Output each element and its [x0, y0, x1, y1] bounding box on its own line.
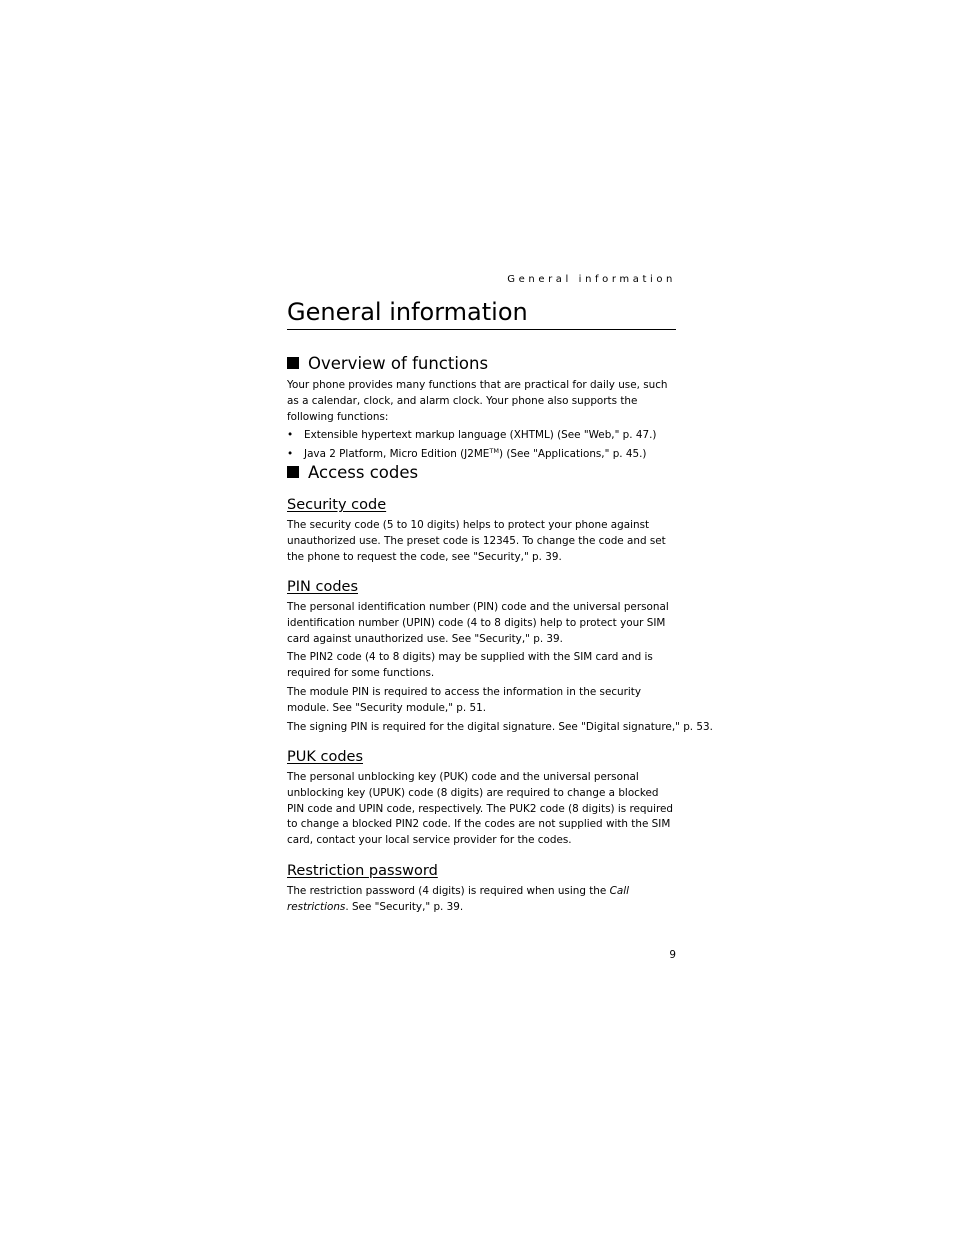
list-item: • Java 2 Platform, Micro Edition (J2ME™) (See "Applications," p. 45.): [287, 447, 676, 463]
square-bullet-icon: [287, 357, 299, 369]
menu-reference: Call restrictions: [287, 885, 629, 913]
subheading-security-code: Security code: [287, 497, 387, 513]
subsection-restriction-password: [287, 861, 676, 916]
trademark-superscript: TM: [489, 446, 499, 455]
square-bullet-icon: [287, 466, 299, 478]
paragraph: The PIN2 code (4 to 8 digits) may be supplied with the SIM card and is required for some functions.: [287, 651, 653, 680]
section-heading-access-codes: [287, 462, 676, 484]
paragraph: The signing PIN is required for the digital signature. See "Digital signature," p. 53.: [287, 720, 713, 733]
paragraph: The security code (5 to 10 digits) helps to protect your phone against unauthorized use. The preset code is 12345. To change the code and set the phone to request the code, see "Security," p. 39.: [287, 519, 666, 563]
section-heading-text: Overview of functions: [308, 354, 489, 373]
section-heading-text: Access codes: [308, 463, 419, 482]
bullet-icon: •: [287, 429, 294, 442]
paragraph: The personal identification number (PIN) code and the universal personal identification number (UPIN) code (4 to 8 digits) help to protect your SIM card against unauthorized use. See "Security," p. 39.: [287, 601, 669, 645]
paragraph: The module PIN is required to access the information in the security module. See "Security module," p. 51.: [287, 685, 642, 714]
page-number: 9: [669, 949, 676, 961]
overview-intro: Your phone provides many functions that are practical for daily use, such as a calendar, clock, and alarm clock. Your phone also supports the following functions:: [287, 379, 668, 423]
list-item: • Extensible hypertext markup language (XHTML) (See "Web," p. 47.): [287, 428, 676, 444]
subsection-puk-codes: [287, 747, 676, 849]
function-list: [287, 428, 676, 462]
paragraph: The restriction password (4 digits) is required when using the Call restrictions. See "Security," p. 39.: [287, 885, 629, 913]
section-access-codes: [287, 462, 676, 484]
subheading-restriction-password: Restriction password: [287, 863, 438, 879]
paragraph: The personal unblocking key (PUK) code and the universal personal unblocking key (UPUK) code (8 digits) are required to change a blocked PIN code and UPIN code, respectively. The PUK2 code (8 digits) is required to change a blocked PIN2 code. If the codes are not supplied with the SIM card, contact your local service provider for the codes.: [287, 771, 674, 847]
page-title: General information: [287, 296, 676, 330]
section-overview-of-functions: [287, 353, 676, 465]
bullet-icon: •: [287, 447, 294, 460]
running-header: General information: [507, 274, 676, 285]
section-heading-overview: [287, 353, 676, 375]
subsection-security-code: [287, 495, 676, 565]
subsection-pin-codes: [287, 577, 713, 735]
subheading-puk-codes: PUK codes: [287, 749, 363, 765]
subheading-pin-codes: PIN codes: [287, 579, 358, 595]
